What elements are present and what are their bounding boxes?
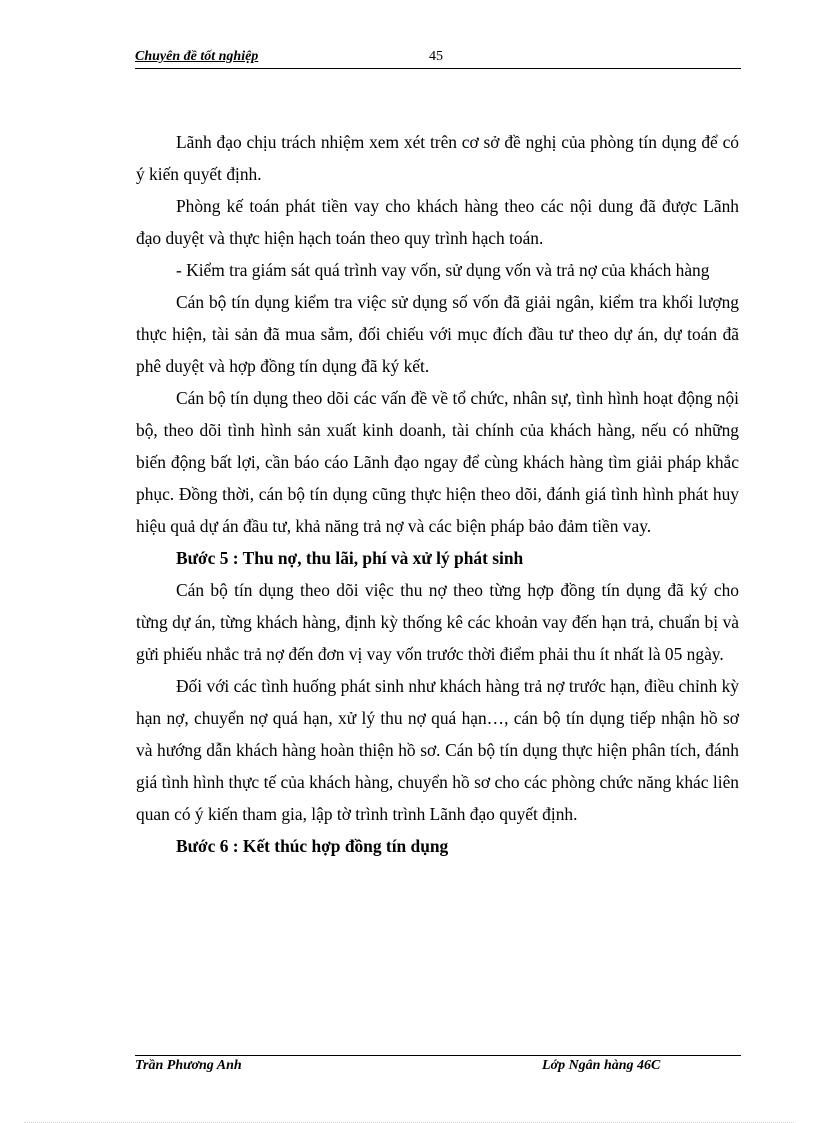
document-body	[136, 126, 739, 862]
paragraph: Đối với các tình huống phát sinh như khách hàng trả nợ trước hạn, điều chỉnh kỳ hạn nợ, chuyển nợ quá hạn, xử lý thu nợ quá hạn…, cán bộ tín dụng tiếp nhận hồ sơ và hướng dẫn khách hàng hoàn thiện hồ sơ. Cán bộ tín dụng thực hiện phân tích, đánh giá tình hình thực tế của khách hàng, chuyển hồ sơ cho các phòng chức năng khác liên quan có ý kiến tham gia, lập tờ trình trình Lãnh đạo quyết định.	[136, 676, 739, 824]
paragraph: Cán bộ tín dụng theo dõi việc thu nợ theo từng hợp đồng tín dụng đã ký cho từng dự án, từng khách hàng, định kỳ thống kê các khoản vay đến hạn trả, chuẩn bị và gửi phiếu nhắc trả nợ đến đơn vị vay vốn trước thời điểm phải thu ít nhất là 05 ngày.	[136, 580, 739, 664]
page-header	[135, 48, 741, 69]
paragraph: Phòng kế toán phát tiền vay cho khách hàng theo các nội dung đã được Lãnh đạo duyệt và thực hiện hạch toán theo quy trình hạch toán.	[136, 196, 739, 248]
page-number: 45	[429, 49, 443, 64]
step-heading: Bước 5 : Thu nợ, thu lãi, phí và xử lý phát sinh	[176, 548, 524, 568]
footer-class: Lớp Ngân hàng 46C	[542, 1058, 661, 1073]
header-title: Chuyên đề tốt nghiệp	[135, 49, 259, 64]
paragraph: Lãnh đạo chịu trách nhiệm xem xét trên cơ sở đề nghị của phòng tín dụng để có ý kiến quyết định.	[136, 132, 739, 184]
step-heading: Bước 6 : Kết thúc hợp đồng tín dụng	[176, 836, 449, 856]
page-footer	[135, 1055, 741, 1073]
footer-author: Trần Phương Anh	[135, 1058, 242, 1073]
paragraph: - Kiểm tra giám sát quá trình vay vốn, sử dụng vốn và trả nợ của khách hàng	[176, 260, 710, 280]
paragraph: Cán bộ tín dụng kiểm tra việc sử dụng số vốn đã giải ngân, kiểm tra khối lượng thực hiện, tài sản đã mua sắm, đối chiếu với mục đích đầu tư theo dự án, dự toán đã phê duyệt và hợp đồng tín dụng đã ký kết.	[136, 292, 739, 376]
paragraph: Cán bộ tín dụng theo dõi các vấn đề về tổ chức, nhân sự, tình hình hoạt động nội bộ, theo dõi tình hình sản xuất kinh doanh, tài chính của khách hàng, nếu có những biến động bất lợi, cần báo cáo Lãnh đạo ngay để cùng khách hàng tìm giải pháp khắc phục. Đồng thời, cán bộ tín dụng cũng thực hiện theo dõi, đánh giá tình hình phát huy hiệu quả dự án đầu tư, khả năng trả nợ và các biện pháp bảo đảm tiền vay.	[136, 388, 739, 536]
